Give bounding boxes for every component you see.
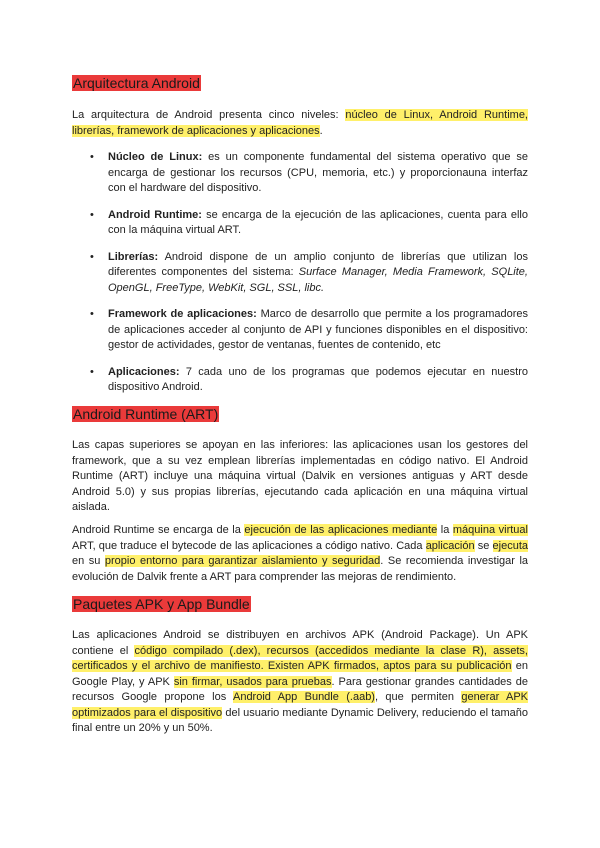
heading-paquetes-apk: Paquetes APK y App Bundle — [73, 596, 250, 612]
heading-android-runtime: Android Runtime (ART) — [73, 406, 219, 422]
heading-arquitectura: Arquitectura Android — [73, 75, 200, 91]
list-item: • Aplicaciones: 7 cada uno de los programas que podemos ejecutar en nuestro dispositivo Android. — [90, 365, 528, 393]
list-item: • Framework de aplicaciones: Marco de desarrollo que permite a los programadores de aplicaciones acceder al conjunto de API y funciones disponibles en el dispositivo: gestor de actividades, gestor de ventanas, fuentes de contenido, etc — [90, 308, 528, 351]
paragraph-runtime-2: Android Runtime se encarga de la ejecución de las aplicaciones mediante la máquina virtual ART, que traduce el bytecode de las aplicaciones a código nativo. Cada aplicación se ejecuta en su propio entorno para garantizar aislamiento y seguridad. Se recomienda investigar la evolución de Dalvik frente a ART para comprender las mejoras de rendimiento. — [72, 524, 529, 583]
bullet-list-layers — [72, 150, 528, 407]
list-item: • Librerías: Android dispone de un amplio conjunto de librerías que utilizan los diferentes componentes del sistema: Surface Manager, Media Framework, SQLite, OpenGL, FreeType, WebKit, SGL, SSL, libc. — [90, 250, 528, 294]
paragraph-intro: La arquitectura de Android presenta cinco niveles: núcleo de Linux, Android Runtime, librerías, framework de aplicaciones y aplicaciones. — [72, 109, 528, 137]
list-item: • Núcleo de Linux: es un componente fundamental del sistema operativo que se encarga de gestionar los recursos (CPU, memoria, etc.) y proporcionauna interfaz con el hardware del dispositivo. — [90, 151, 528, 194]
paragraph-runtime-1: Las capas superiores se apoyan en las inferiores: las aplicaciones usan los gestores del framework, que a su vez emplean librerías implementadas en código nativo. El Android Runtime (ART) incluye una máquina virtual (Dalvik en versiones antiguas y ART desde Android 5.0) y sus propias librerías, ejecutando cada aplicación en una máquina virtual aislada. — [72, 439, 528, 513]
paragraph-apk: Las aplicaciones Android se distribuyen en archivos APK (Android Package). Un APK contiene el código compilado (.dex), recursos (accedidos mediante la clase R), assets, certificados y el archivo de manifiesto. Existen APK firmados, aptos para su publicación en Google Play, y APK sin firmar, usados para pruebas. Para gestionar grandes cantidades de recursos Google propone los Android App Bundle (.aab), que permiten generar APK optimizados para el dispositivo del usuario mediante Dynamic Delivery, reduciendo el tamaño final entre un 20% y un 50%. — [72, 629, 529, 734]
list-item: • Android Runtime: se encarga de la ejecución de las aplicaciones, cuenta para ello con la máquina virtual ART. — [90, 208, 528, 236]
